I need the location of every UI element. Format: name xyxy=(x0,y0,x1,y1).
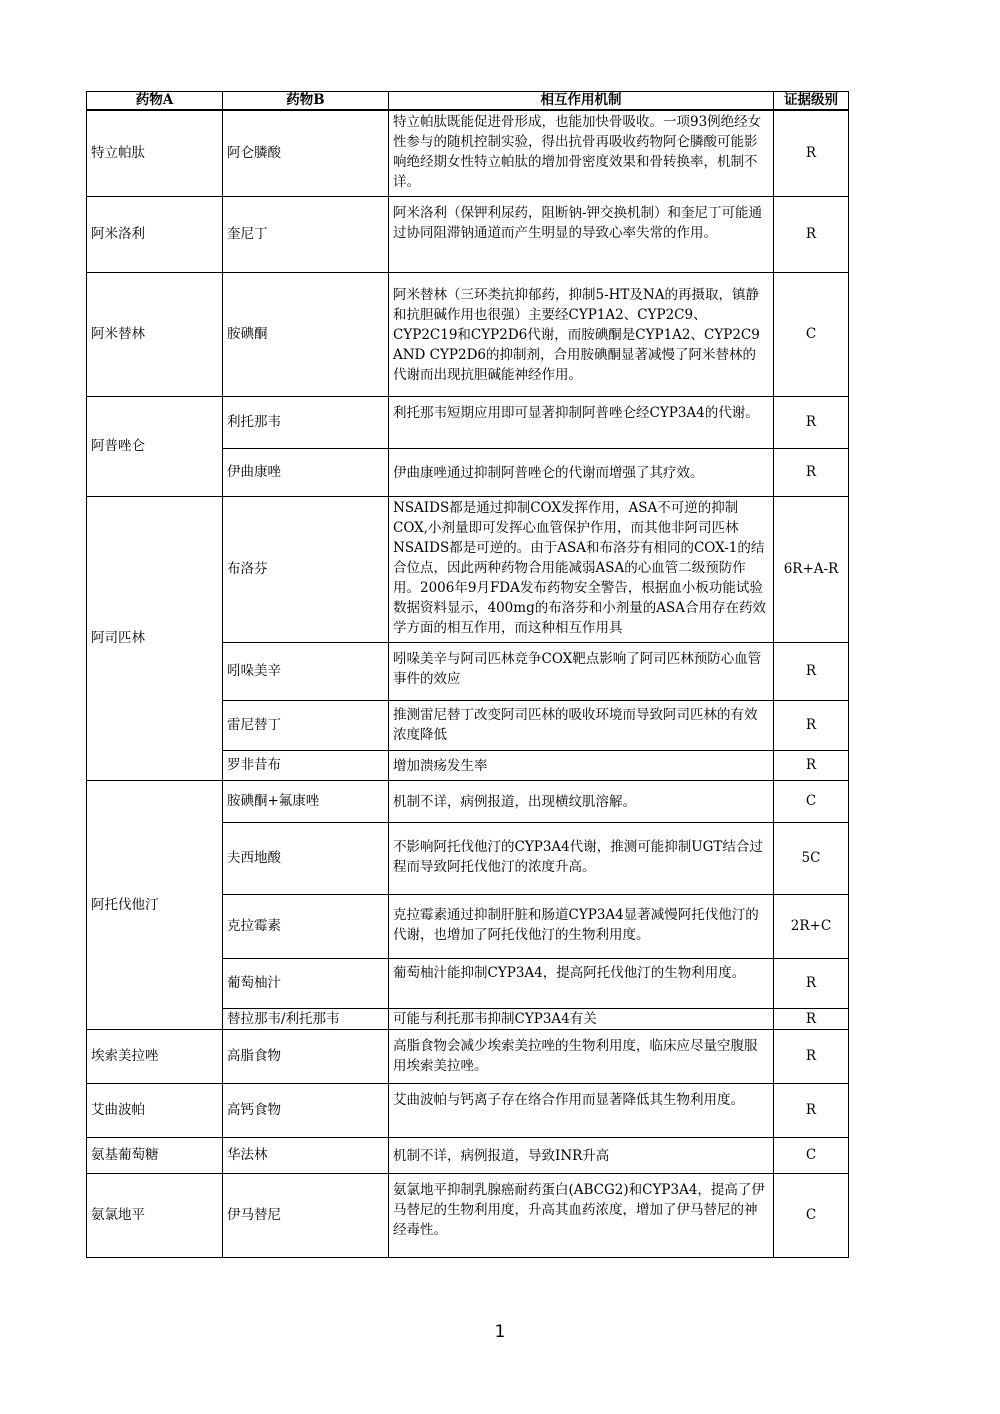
drug-a-cell: 氨基葡萄糖 xyxy=(87,1137,223,1173)
drug-b-cell: 夫西地酸 xyxy=(223,822,389,894)
drug-b-cell: 华法林 xyxy=(223,1137,389,1173)
mechanism-text: NSAIDS都是通过抑制COX发挥作用，ASA不可逆的抑制COX,小剂量即可发挥心血管保护作用，而其他非阿司匹林NSAIDS都是可逆的。由于ASA和布洛芬有相同的COX-1的结合位点，因此两种药物合用能减弱ASA的心血管二级预防作用。2006年9月FDA发布药物安全警告，根据血小板功能试验数据资料显示，400mg的布洛芬和小剂量的ASA合用存在药效学方面的相互作用，而这种相互作用具 xyxy=(393,499,766,636)
drug-a-cell: 氨氯地平 xyxy=(87,1173,223,1257)
evidence-level-cell: R xyxy=(774,700,849,750)
drug-b-cell: 布洛芬 xyxy=(223,496,389,642)
drug-b-cell: 替拉那韦/利托那韦 xyxy=(223,1008,389,1029)
drug-a-cell: 阿米替林 xyxy=(87,272,223,396)
drug-a-cell: 特立帕肽 xyxy=(87,110,223,196)
table-row xyxy=(87,110,849,196)
drug-a-cell: 埃索美拉唑 xyxy=(87,1029,223,1083)
mechanism-cell: 可能与利托那韦抑制CYP3A4有关 xyxy=(389,1008,774,1029)
evidence-level-cell: 5C xyxy=(774,822,849,894)
header-row xyxy=(87,92,849,111)
mechanism-cell: 高脂食物会减少埃索美拉唑的生物利用度，临床应尽量空腹服用埃索美拉唑。 xyxy=(389,1029,774,1083)
drug-b-cell: 吲哚美辛 xyxy=(223,642,389,700)
evidence-level-cell: R xyxy=(774,448,849,496)
header-mechanism: 相互作用机制 xyxy=(389,92,774,111)
mechanism-cell: 氨氯地平抑制乳腺癌耐药蛋白(ABCG2)和CYP3A4，提高了伊马替尼的生物利用度，升高其血药浓度，增加了伊马替尼的神经毒性。 xyxy=(389,1173,774,1257)
drug-a-cell: 阿司匹林 xyxy=(87,496,223,780)
drug-b-cell: 高脂食物 xyxy=(223,1029,389,1083)
mechanism-cell: 葡萄柚汁能抑制CYP3A4，提高阿托伐他汀的生物利用度。 xyxy=(389,958,774,1008)
evidence-level-cell: C xyxy=(774,1137,849,1173)
table-row xyxy=(87,496,849,642)
evidence-level-cell: R xyxy=(774,196,849,272)
evidence-level-cell: 2R+C xyxy=(774,894,849,958)
table-row xyxy=(87,1029,849,1083)
evidence-level-cell: C xyxy=(774,780,849,822)
drug-b-cell: 伊曲康唑 xyxy=(223,448,389,496)
evidence-level-cell: R xyxy=(774,750,849,780)
drug-b-cell: 克拉霉素 xyxy=(223,894,389,958)
drug-b-cell: 葡萄柚汁 xyxy=(223,958,389,1008)
mechanism-cell: 克拉霉素通过抑制肝脏和肠道CYP3A4显著减慢阿托伐他汀的代谢，也增加了阿托伐他汀的生物利用度。 xyxy=(389,894,774,958)
mechanism-cell: 阿米洛利（保钾利尿药，阻断钠-钾交换机制）和奎尼丁可能通过协同阻滞钠通道而产生明显的导致心率失常的作用。 xyxy=(389,196,774,272)
mechanism-cell: 机制不详，病例报道，导致INR升高 xyxy=(389,1137,774,1173)
mechanism-cell: 吲哚美辛与阿司匹林竞争COX靶点影响了阿司匹林预防心血管事件的效应 xyxy=(389,642,774,700)
drug-a-cell: 阿托伐他汀 xyxy=(87,780,223,1029)
table-row xyxy=(87,272,849,396)
drug-interaction-table xyxy=(86,91,849,1258)
mechanism-cell: 增加溃疡发生率 xyxy=(389,750,774,780)
table-row xyxy=(87,1173,849,1257)
drug-a-cell: 阿米洛利 xyxy=(87,196,223,272)
evidence-level-cell: R xyxy=(774,110,849,196)
header-drug-a: 药物A xyxy=(87,92,223,111)
drug-b-cell: 阿仑膦酸 xyxy=(223,110,389,196)
page-number: 1 xyxy=(494,1322,506,1342)
header-evidence-level: 证据级别 xyxy=(774,92,849,111)
evidence-level-cell: R xyxy=(774,1083,849,1137)
evidence-level-cell: R xyxy=(774,1008,849,1029)
evidence-level-cell: R xyxy=(774,1029,849,1083)
mechanism-cell: 利托那韦短期应用即可显著抑制阿普唑仑经CYP3A4的代谢。 xyxy=(389,396,774,448)
drug-b-cell: 胺碘酮 xyxy=(223,272,389,396)
evidence-level-cell: C xyxy=(774,272,849,396)
mechanism-cell: 不影响阿托伐他汀的CYP3A4代谢，推测可能抑制UGT结合过程而导致阿托伐他汀的浓度升高。 xyxy=(389,822,774,894)
mechanism-cell: 推测雷尼替丁改变阿司匹林的吸收环境而导致阿司匹林的有效浓度降低 xyxy=(389,700,774,750)
mechanism-cell: 机制不详，病例报道，出现横纹肌溶解。 xyxy=(389,780,774,822)
mechanism-cell: 伊曲康唑通过抑制阿普唑仑的代谢而增强了其疗效。 xyxy=(389,448,774,496)
mechanism-cell: 特立帕肽既能促进骨形成，也能加快骨吸收。一项93例绝经女性参与的随机控制实验，得出抗骨再吸收药物阿仑膦酸可能影响绝经期女性特立帕肽的增加骨密度效果和骨转换率，机制不详。 xyxy=(389,110,774,196)
table-row xyxy=(87,1137,849,1173)
drug-b-cell: 利托那韦 xyxy=(223,396,389,448)
table-row xyxy=(87,1083,849,1137)
table-row xyxy=(87,780,849,822)
drug-a-cell: 艾曲波帕 xyxy=(87,1083,223,1137)
drug-b-cell: 伊马替尼 xyxy=(223,1173,389,1257)
evidence-level-cell: R xyxy=(774,396,849,448)
drug-b-cell: 罗非昔布 xyxy=(223,750,389,780)
drug-b-cell: 胺碘酮+氟康唑 xyxy=(223,780,389,822)
mechanism-cell: 艾曲波帕与钙离子存在络合作用而显著降低其生物利用度。 xyxy=(389,1083,774,1137)
evidence-level-cell: R xyxy=(774,958,849,1008)
evidence-level-cell: C xyxy=(774,1173,849,1257)
drug-b-cell: 雷尼替丁 xyxy=(223,700,389,750)
evidence-level-cell: 6R+A-R xyxy=(774,496,849,642)
mechanism-cell xyxy=(389,496,774,642)
evidence-level-cell: R xyxy=(774,642,849,700)
table-row xyxy=(87,396,849,448)
mechanism-cell: 阿米替林（三环类抗抑郁药，抑制5-HT及NA的再摄取，镇静和抗胆碱作用也很强）主要经CYP1A2、CYP2C9、CYP2C19和CYP2D6代谢，而胺碘酮是CYP1A2、CYP2C9 AND CYP2D6的抑制剂，合用胺碘酮显著减慢了阿米替林的代谢而出现抗胆碱能神经作用。 xyxy=(389,272,774,396)
drug-b-cell: 高钙食物 xyxy=(223,1083,389,1137)
table-row xyxy=(87,196,849,272)
drug-b-cell: 奎尼丁 xyxy=(223,196,389,272)
header-drug-b: 药物B xyxy=(223,92,389,111)
drug-a-cell: 阿普唑仑 xyxy=(87,396,223,496)
